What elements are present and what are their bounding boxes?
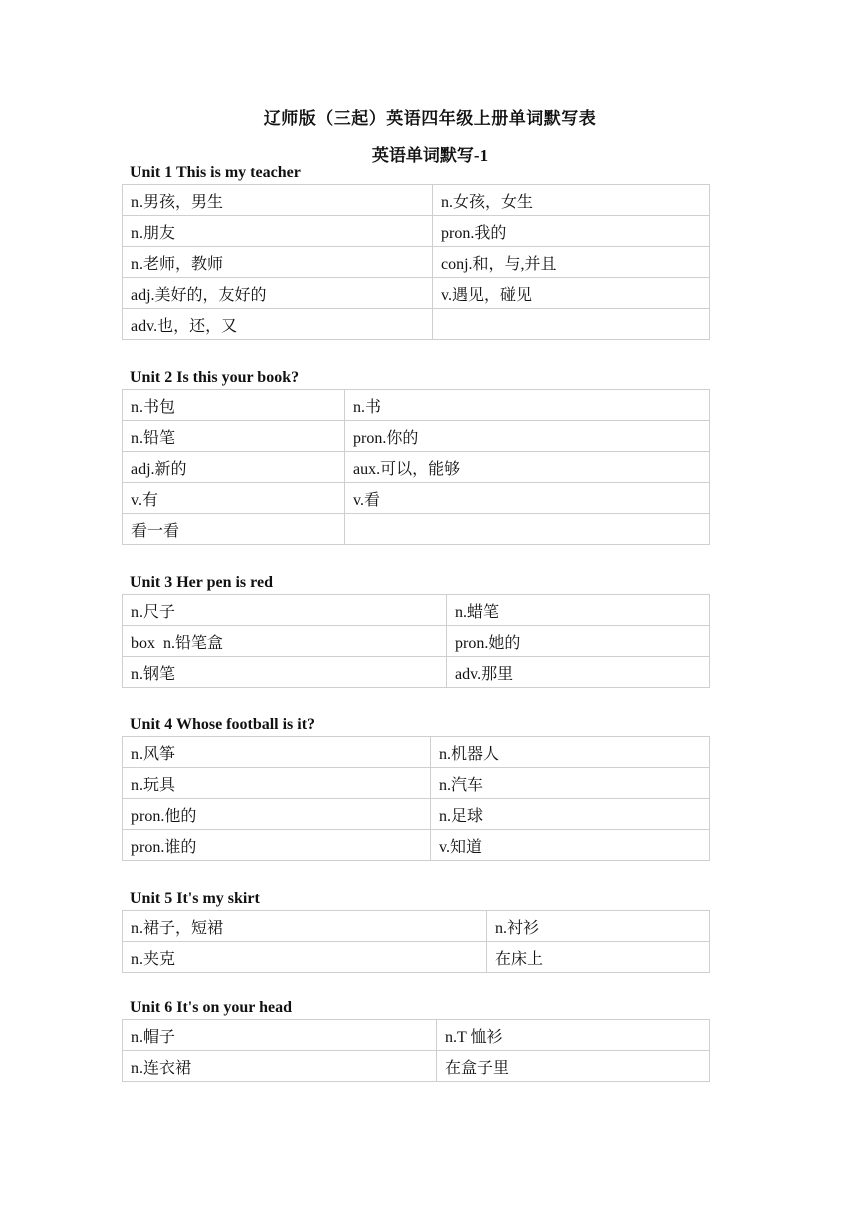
vocab-table [122,594,710,688]
table-row [123,737,710,768]
table-row [123,595,710,626]
table-row [123,390,710,421]
unit-heading: Unit 1 This is my teacher [130,164,301,181]
table-cell[interactable] [345,514,710,545]
table-cell[interactable]: n.风筝 [123,737,431,768]
table-cell[interactable]: n.书 [345,390,710,421]
table-cell[interactable]: 看一看 [123,514,345,545]
table-row [123,216,710,247]
table-row [123,799,710,830]
table-row [123,483,710,514]
table-cell[interactable]: n.帽子 [123,1020,437,1051]
vocab-table [122,184,710,340]
table-cell[interactable]: n.尺子 [123,595,447,626]
page-subtitle: 英语单词默写-1 [371,146,489,165]
table-cell[interactable]: n.蜡笔 [447,595,710,626]
table-row [123,1051,710,1082]
table-cell[interactable]: pron.我的 [433,216,710,247]
table-cell[interactable]: n.裙子，短裙 [123,911,487,942]
table-cell[interactable]: n.汽车 [431,768,710,799]
table-cell[interactable]: v.知道 [431,830,710,861]
table-cell[interactable]: pron.他的 [123,799,431,830]
table-cell[interactable]: v.有 [123,483,345,514]
table-cell[interactable]: n.衬衫 [487,911,710,942]
table-cell[interactable]: v.遇见，碰见 [433,278,710,309]
vocab-table [122,1019,710,1082]
unit-5-section [122,888,709,973]
table-cell[interactable]: adj.美好的，友好的 [123,278,433,309]
table-cell[interactable]: n.钢笔 [123,657,447,688]
unit-heading: Unit 5 It's my skirt [130,890,260,907]
table-cell[interactable]: pron.她的 [447,626,710,657]
vocab-table [122,389,710,545]
table-row [123,830,710,861]
table-cell[interactable]: n.书包 [123,390,345,421]
table-cell[interactable]: v.看 [345,483,710,514]
page-title: 辽师版（三起）英语四年级上册单词默写表 [263,109,597,128]
table-row [123,626,710,657]
table-cell[interactable]: pron.你的 [345,421,710,452]
table-cell[interactable]: n.老师，教师 [123,247,433,278]
table-cell[interactable]: aux.可以，能够 [345,452,710,483]
table-row [123,768,710,799]
table-cell[interactable]: adv.也，还，又 [123,309,433,340]
vocab-table [122,736,710,861]
table-cell[interactable]: conj.和，与,并且 [433,247,710,278]
table-cell[interactable]: pron.谁的 [123,830,431,861]
table-cell[interactable]: 在床上 [487,942,710,973]
unit-heading: Unit 4 Whose football is it? [130,716,316,733]
unit-heading: Unit 6 It's on your head [130,999,292,1016]
unit-3-section [122,572,709,688]
unit-1-section [122,162,709,340]
table-cell[interactable]: adv.那里 [447,657,710,688]
table-row [123,514,710,545]
table-cell[interactable]: n.女孩，女生 [433,185,710,216]
table-cell[interactable]: n.足球 [431,799,710,830]
unit-4-section [122,714,709,861]
table-cell[interactable]: n.男孩，男生 [123,185,433,216]
table-row [123,1020,710,1051]
table-row [123,911,710,942]
table-cell[interactable]: n.机器人 [431,737,710,768]
table-cell[interactable]: n.铅笔 [123,421,345,452]
table-row [123,942,710,973]
table-cell[interactable] [433,309,710,340]
table-cell[interactable]: box n.铅笔盒 [123,626,447,657]
table-row [123,452,710,483]
table-cell[interactable]: n.连衣裙 [123,1051,437,1082]
vocab-table [122,910,710,973]
table-cell[interactable]: 在盒子里 [437,1051,710,1082]
table-row [123,421,710,452]
table-cell[interactable]: n.T 恤衫 [437,1020,710,1051]
unit-heading: Unit 2 Is this your book? [130,369,300,386]
table-row [123,247,710,278]
unit-6-section [122,997,709,1082]
table-cell[interactable]: adj.新的 [123,452,345,483]
unit-2-section [122,367,709,545]
table-cell[interactable]: n.朋友 [123,216,433,247]
table-cell[interactable]: n.夹克 [123,942,487,973]
table-cell[interactable]: n.玩具 [123,768,431,799]
table-row [123,185,710,216]
unit-heading: Unit 3 Her pen is red [130,574,273,591]
table-row [123,309,710,340]
table-row [123,278,710,309]
table-row [123,657,710,688]
